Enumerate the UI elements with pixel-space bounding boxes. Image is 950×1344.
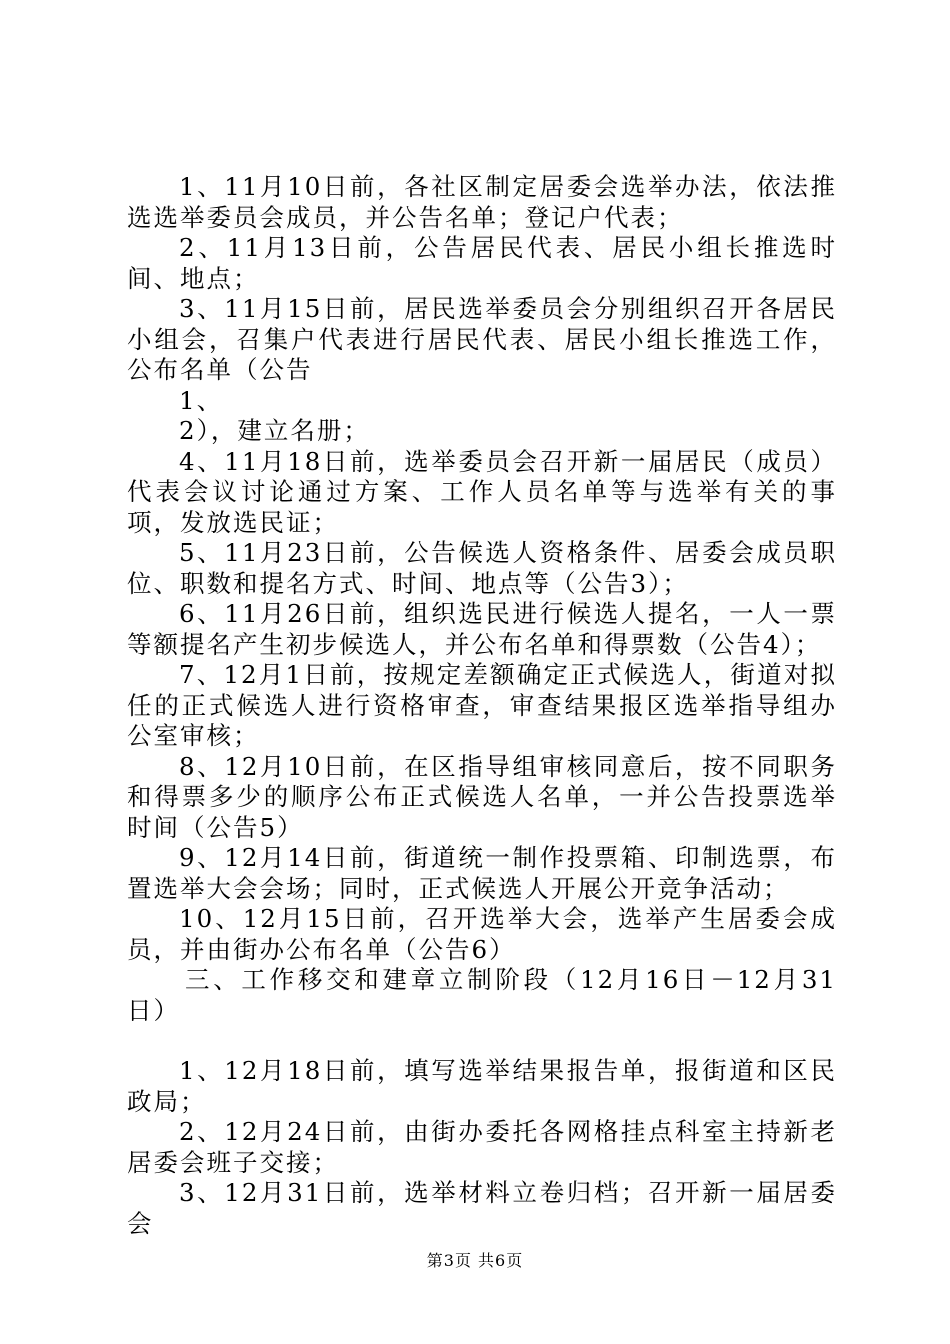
paragraph: 8、12月10日前，在区指导组审核同意后，按不同职务和得票多少的顺序公布正式候选人名单，一并公告投票选举时间（公告5） — [127, 751, 837, 842]
document-body — [127, 172, 837, 1239]
paragraph: 2、12月24日前，由街办委托各网格挂点科室主持新老居委会班子交接； — [127, 1117, 837, 1177]
paragraph: 10、12月15日前，召开选举大会，选举产生居委会成员，并由街办公布名单（公告6） — [127, 904, 837, 964]
paragraph: 7、12月1日前，按规定差额确定正式候选人，街道对拟任的正式候选人进行资格审查，审查结果报区选举指导组办公室审核； — [127, 660, 837, 750]
section-heading: 三、工作移交和建章立制阶段（12月16日－12月31日） — [127, 965, 837, 1025]
paragraph: 2、11月13日前，公告居民代表、居民小组长推选时间、地点； — [127, 233, 837, 293]
paragraph: 1、12月18日前，填写选举结果报告单，报街道和区民政局； — [127, 1056, 837, 1116]
paragraph: 9、12月14日前，街道统一制作投票箱、印制选票，布置选举大会会场；同时，正式候选人开展公开竞争活动； — [127, 843, 837, 903]
page-number-footer: 第3页 共6页 — [426, 1251, 524, 1270]
paragraph: 6、11月26日前，组织选民进行候选人提名，一人一票等额提名产生初步候选人，并公布名单和得票数（公告4）； — [127, 599, 837, 659]
paragraph: 5、11月23日前，公告候选人资格条件、居委会成员职位、职数和提名方式、时间、地点等（公告3）； — [127, 538, 837, 598]
paragraph: 2），建立名册； — [179, 416, 370, 445]
paragraph: 3、11月15日前，居民选举委员会分别组织召开各居民小组会，召集户代表进行居民代表、居民小组长推选工作，公布名单（公告 — [127, 294, 837, 384]
paragraph: 4、11月18日前，选举委员会召开新一届居民（成员）代表会议讨论通过方案、工作人员名单等与选举有关的事项，发放选民证； — [127, 446, 837, 537]
paragraph: 1、11月10日前，各社区制定居委会选举办法，依法推选选举委员会成员，并公告名单；登记户代表； — [127, 172, 837, 232]
paragraph: 3、12月31日前，选举材料立卷归档；召开新一届居委会 — [127, 1178, 837, 1238]
paragraph: 1、 — [179, 385, 224, 415]
